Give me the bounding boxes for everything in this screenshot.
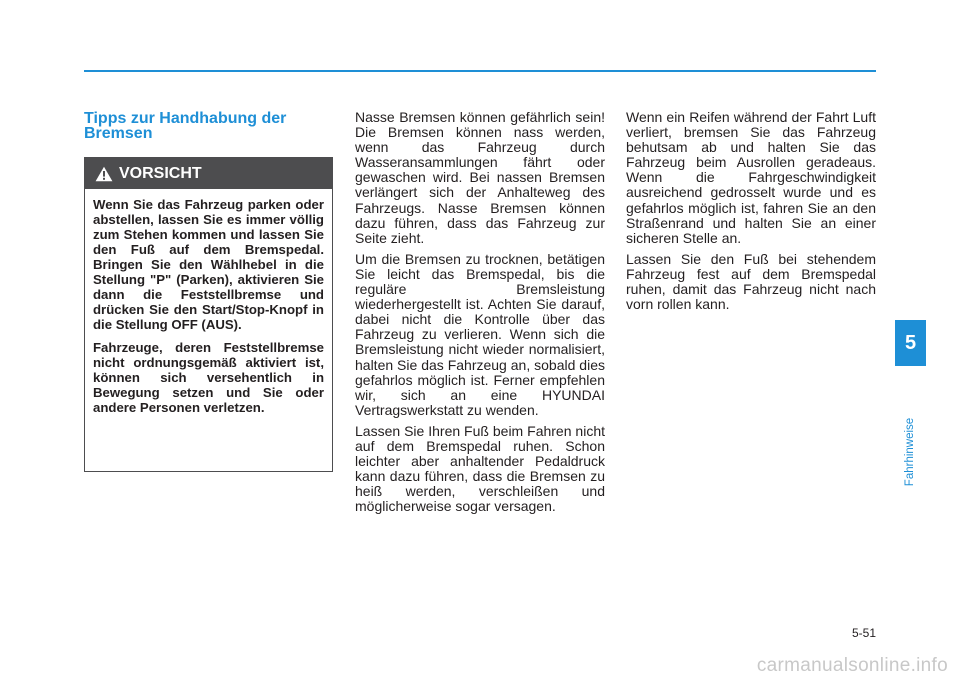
- page-number: 5-51: [851, 626, 876, 640]
- section-title: Tipps zur Handhabung der Bremsen: [84, 110, 287, 142]
- body-paragraph: Lassen Sie den Fuß bei stehendem Fahrzeug fest auf dem Bremspedal ruhen, damit das Fahrzeug nicht nach vorn rollen kann.: [626, 250, 876, 313]
- body-paragraph: Lassen Sie Ihren Fuß beim Fahren nicht auf dem Bremspedal ruhen. Schon leichter aber anhaltender Pedaldruck kann dazu führen, dass die Bremsen zu heiß werden, verschleißen und möglicherweise sogar versagen.: [355, 422, 605, 515]
- body-paragraph: Wenn ein Reifen während der Fahrt Luft verliert, bremsen Sie das Fahrzeug behutsam ab und halten Sie das Fahrzeug beim Ausrollen geradeaus. Wenn die Fahrgeschwindigkeit ausreichend gedrosselt wurde und es gefahrlos möglich ist, fahren Sie an den Straßenrand und halten Sie an einer sicheren Stelle an.: [626, 109, 876, 246]
- body-paragraph: Nasse Bremsen können gefährlich sein! Die Bremsen können nass werden, wenn das Fahrzeug durch Wasseransammlungen fährt oder gewaschen wird. Bei nassen Bremsen verlängert sich der Anhalteweg des Fahrzeugs. Nasse Bremsen können dazu führen, dass das Fahrzeug zur Seite zieht.: [355, 109, 605, 246]
- caution-box: [84, 157, 333, 472]
- warning-triangle-icon: [95, 166, 113, 182]
- caution-body: [85, 189, 332, 415]
- middle-column: [355, 110, 605, 520]
- top-divider: [84, 70, 876, 72]
- watermark: carmanualsonline.info: [756, 655, 948, 676]
- caution-label: VORSICHT: [119, 164, 202, 182]
- chapter-label: [902, 417, 918, 487]
- caution-header: [85, 158, 332, 189]
- body-paragraph: Um die Bremsen zu trocknen, betätigen Sie leicht das Bremspedal, bis die reguläre Bremsleistung wiederhergestellt ist. Achten Sie darauf, dabei nicht die Kontrolle über das Fahrzeug zu verlieren. Wenn sich die Bremsleistung nicht wieder normalisiert, halten Sie das Fahrzeug an, sobald dies gefahrlos möglich ist. Ferner empfehlen wir, sich an eine HYUNDAI Vertragswerkstatt zu wenden.: [355, 250, 605, 418]
- chapter-number: 5: [904, 331, 917, 354]
- caution-paragraph: Fahrzeuge, deren Feststellbremse nicht ordnungsgemäß aktiviert ist, können sich versehentlich in Bewegung setzen und Sie oder andere Personen verletzen.: [93, 340, 324, 415]
- caution-paragraph: Wenn Sie das Fahrzeug parken oder abstellen, lassen Sie es immer völlig zum Stehen kommen und lassen Sie den Fuß auf dem Bremspedal. Bringen Sie den Wählhebel in die Stellung "P" (Parken), aktivieren Sie dann die Feststellbremse und drücken Sie den Start/Stop-Knopf in die Stellung OFF (AUS).: [93, 197, 324, 332]
- chapter-number-tab[interactable]: [895, 320, 926, 366]
- chapter-label-text: Fahrhinweise: [904, 417, 916, 487]
- right-column: [626, 110, 876, 318]
